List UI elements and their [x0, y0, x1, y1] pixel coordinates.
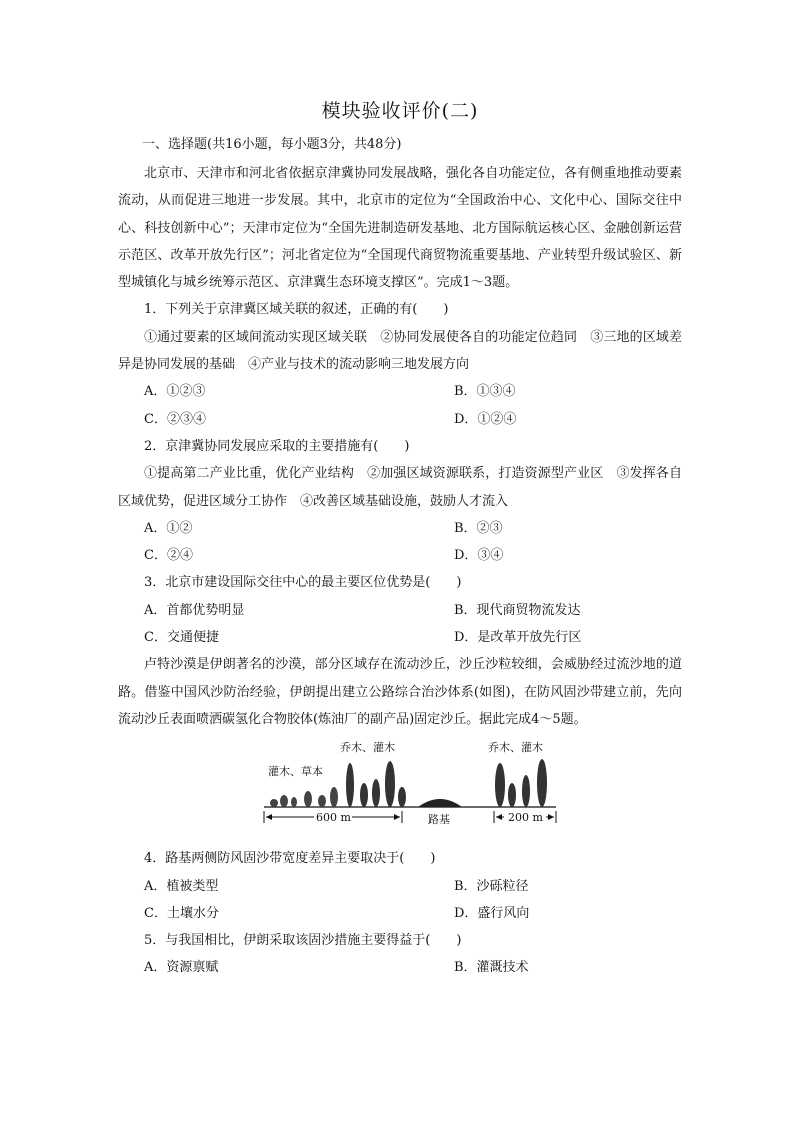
option-a[interactable]: A．首都优势明显 — [144, 602, 245, 618]
question-stem: 5．与我国相比，伊朗采取该固沙措施主要得益于( ) — [144, 933, 462, 949]
option-a[interactable]: A．①②③ — [144, 384, 206, 400]
option-list — [118, 515, 682, 570]
option-c[interactable]: C．交通便捷 — [144, 630, 219, 646]
passage-2: 卢特沙漠是伊朗著名的沙漠，部分区域存在流动沙丘，沙丘沙粒较细，会威胁经过流沙地的道路。借鉴中国风沙防治经验，伊朗提出建立公路综合治沙体系(如图)，在防风固沙带建立前，先向流动沙丘表面喷洒碳氢化合物胶体(炼油厂的副产品)固定沙丘。据此完成4～5题。 — [118, 657, 682, 727]
question-5 — [118, 927, 682, 982]
label-shrub-grass: 灌木、草本 — [268, 765, 323, 779]
question-stem: 1．下列关于京津冀区域关联的叙述，正确的有( ) — [144, 302, 449, 318]
option-d[interactable]: D．是改革开放先行区 — [454, 630, 582, 646]
option-list — [118, 954, 682, 981]
option-a[interactable]: A．植被类型 — [144, 878, 219, 894]
label-tree-shrub-right: 乔木、灌木 — [488, 741, 543, 755]
question-statements: ①通过要素的区域间流动实现区域关联 ②协同发展使各自的功能定位趋同 ③三地的区域差异是协同发展的基础 ④产业与技术的流动影响三地发展方向 — [118, 329, 682, 373]
question-stem: 4．路基两侧防风固沙带宽度差异主要取决于( ) — [144, 851, 436, 867]
option-a[interactable]: A．①② — [144, 520, 193, 536]
option-c[interactable]: C．②④ — [144, 548, 193, 564]
question-stem: 2．京津冀协同发展应采取的主要措施有( ) — [144, 438, 410, 454]
option-c[interactable]: C．②③④ — [144, 411, 206, 427]
label-width-left: 600 m — [316, 811, 351, 825]
diagram-drawing — [118, 737, 682, 841]
option-b[interactable]: B．①③④ — [454, 384, 516, 400]
question-statements: ①提高第二产业比重，优化产业结构 ②加强区域资源联系，打造资源型产业区 ③发挥各自区域优势，促进区域分工协作 ④改善区域基础设施，鼓励人才流入 — [118, 466, 682, 509]
option-list — [118, 597, 682, 652]
passage-1: 北京市、天津市和河北省依据京津冀协同发展战略，强化各自功能定位，各有侧重地推动要素流动，从而促进三地进一步发展。其中，北京市的定位为“全国政治中心、文化中心、国际交往中心、科技创新中心”；天津市定位为“全国先进制造研发基地、北方国际航运核心区、金融创新运营示范区、改革开放先行区”；河北省定位为“全国现代商贸物流重要基地、产业转型升级试验区、新型城镇化与城乡统筹示范区、京津冀生态环境支撑区”。完成1～3题。 — [118, 166, 682, 291]
option-d[interactable]: D．③④ — [454, 548, 504, 564]
label-width-right: 200 m — [508, 811, 543, 825]
option-b[interactable]: B．现代商贸物流发达 — [454, 602, 581, 618]
exam-page — [118, 96, 682, 982]
page-title: 模块验收评价(二) — [321, 100, 479, 122]
question-2 — [118, 433, 682, 569]
question-3 — [118, 569, 682, 651]
option-d[interactable]: D．盛行风向 — [454, 905, 530, 921]
option-b[interactable]: B．沙砾粒径 — [454, 878, 529, 894]
question-4 — [118, 845, 682, 927]
sand-control-diagram — [118, 737, 682, 841]
option-b[interactable]: B．灌溉技术 — [454, 960, 529, 976]
option-c[interactable]: C．土壤水分 — [144, 905, 219, 921]
option-list — [118, 378, 682, 433]
option-a[interactable]: A．资源禀赋 — [144, 960, 219, 976]
question-1 — [118, 296, 682, 432]
option-b[interactable]: B．②③ — [454, 520, 503, 536]
question-stem: 3．北京市建设国际交往中心的最主要区位优势是( ) — [144, 575, 462, 591]
option-list — [118, 873, 682, 928]
label-tree-shrub-left: 乔木、灌木 — [340, 741, 395, 755]
section-heading: 一、选择题(共16小题，每小题3分，共48分) — [142, 137, 402, 152]
option-d[interactable]: D．①②④ — [454, 411, 517, 427]
label-roadbed: 路基 — [428, 813, 450, 827]
